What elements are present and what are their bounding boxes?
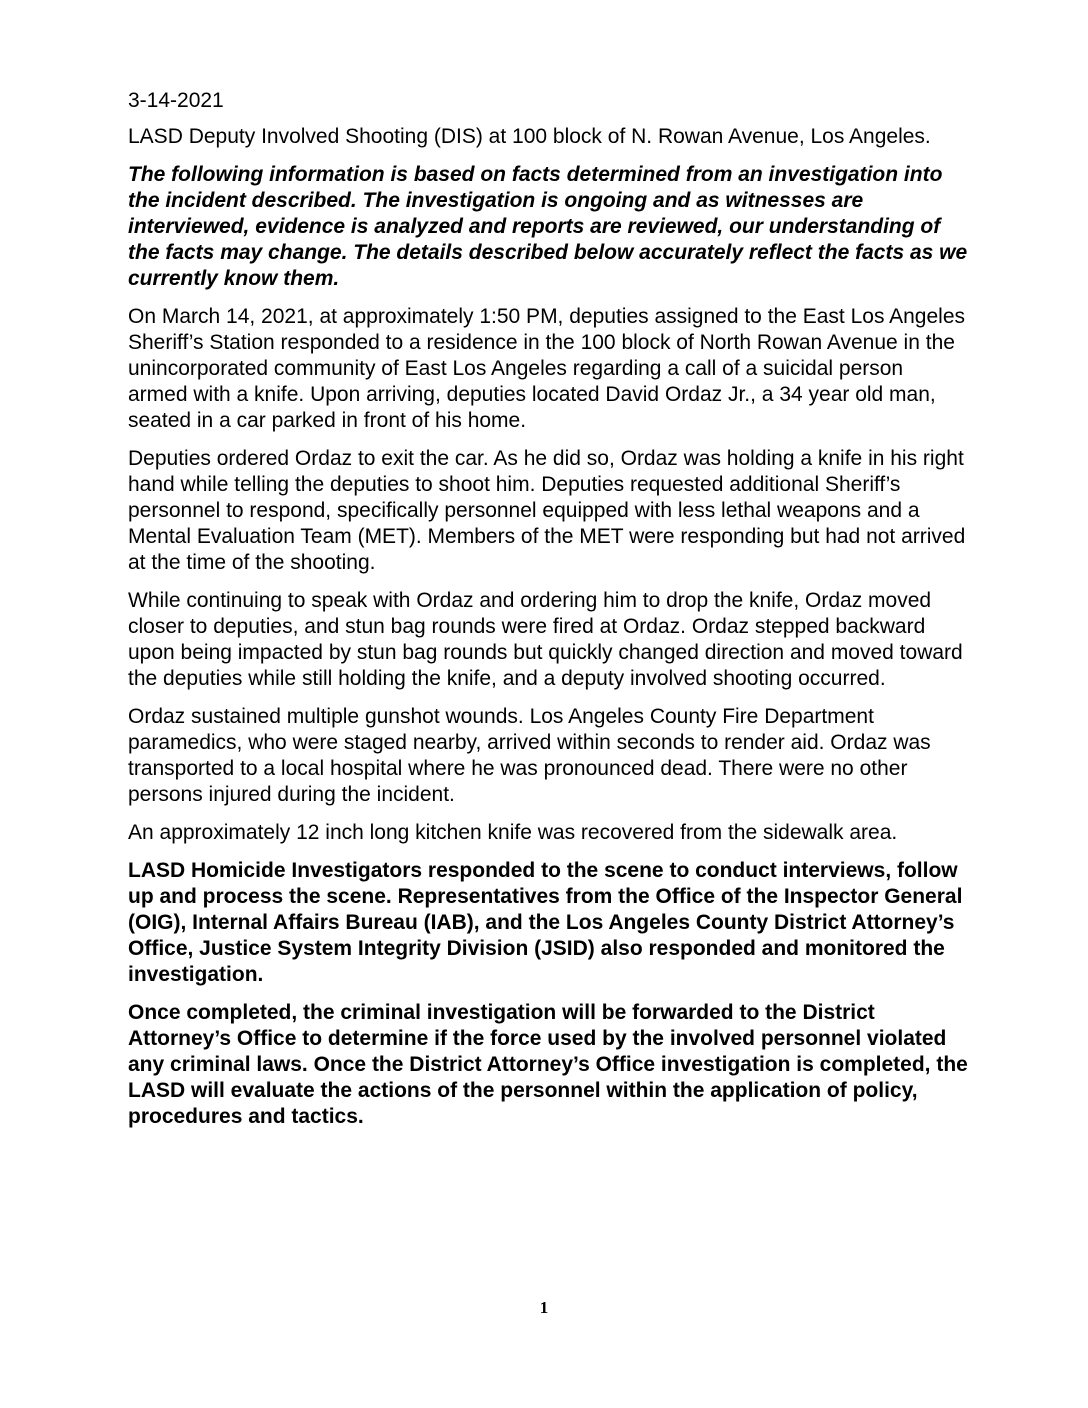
paragraph-exit-car: Deputies ordered Ordaz to exit the car. As he did so, Ordaz was holding a knife in his right hand while telling the deputies to shoot him. Deputies requested additional Sheriff’s personnel to respond, specifically personnel equipped with less lethal weapons and a Mental Evaluation Team (MET). Members of the MET were responding but had not arrived at the time of the shooting.	[128, 447, 966, 574]
paragraph-shooting: While continuing to speak with Ordaz and ordering him to drop the knife, Ordaz moved closer to deputies, and stun bag rounds were fired at Ordaz. Ordaz stepped backward upon being impacted by stun bag rounds but quickly changed direction and moved toward the deputies while still holding the knife, and a deputy involved shooting occurred.	[128, 589, 963, 690]
page-number: 1	[539, 1298, 549, 1317]
disclaimer-text: The following information is based on facts determined from an investigation into the incident described. The investigation is ongoing and as witnesses are interviewed, evidence is analyzed and reports are reviewed, our understanding of the facts may change. The details described below accurately reflect the facts as we currently know them.	[128, 163, 968, 290]
paragraph-knife: An approximately 12 inch long kitchen knife was recovered from the sidewalk area.	[128, 821, 898, 844]
document-page	[128, 88, 968, 1142]
document-date: 3-14-2021	[128, 89, 224, 112]
paragraph-incident: On March 14, 2021, at approximately 1:50 PM, deputies assigned to the East Los Angeles Sheriff’s Station responded to a residence in the 100 block of North Rowan Avenue in the unincorporated community of East Los Angeles regarding a call of a suicidal person armed with a knife. Upon arriving, deputies located David Ordaz Jr., a 34 year old man, seated in a car parked in front of his home.	[128, 305, 966, 432]
paragraph-investigators: LASD Homicide Investigators responded to the scene to conduct interviews, follow up and process the scene. Representatives from the Office of the Inspector General (OIG), Internal Affairs Bureau (IAB), and the Los Angeles County District Attorney’s Office, Justice System Integrity Division (JSID) also responded and monitored the investigation.	[128, 859, 963, 986]
paragraph-next-steps: Once completed, the criminal investigation will be forwarded to the District Attorney’s Office to determine if the force used by the involved personnel violated any criminal laws. Once the District Attorney’s Office investigation is completed, the LASD will evaluate the actions of the personnel within the application of policy, procedures and tactics.	[128, 1001, 968, 1128]
document-heading: LASD Deputy Involved Shooting (DIS) at 100 block of N. Rowan Avenue, Los Angeles.	[128, 125, 931, 148]
paragraph-injuries: Ordaz sustained multiple gunshot wounds. Los Angeles County Fire Department paramedics, who were staged nearby, arrived within seconds to render aid. Ordaz was transported to a local hospital where he was pronounced dead. There were no other persons injured during the incident.	[128, 705, 931, 806]
